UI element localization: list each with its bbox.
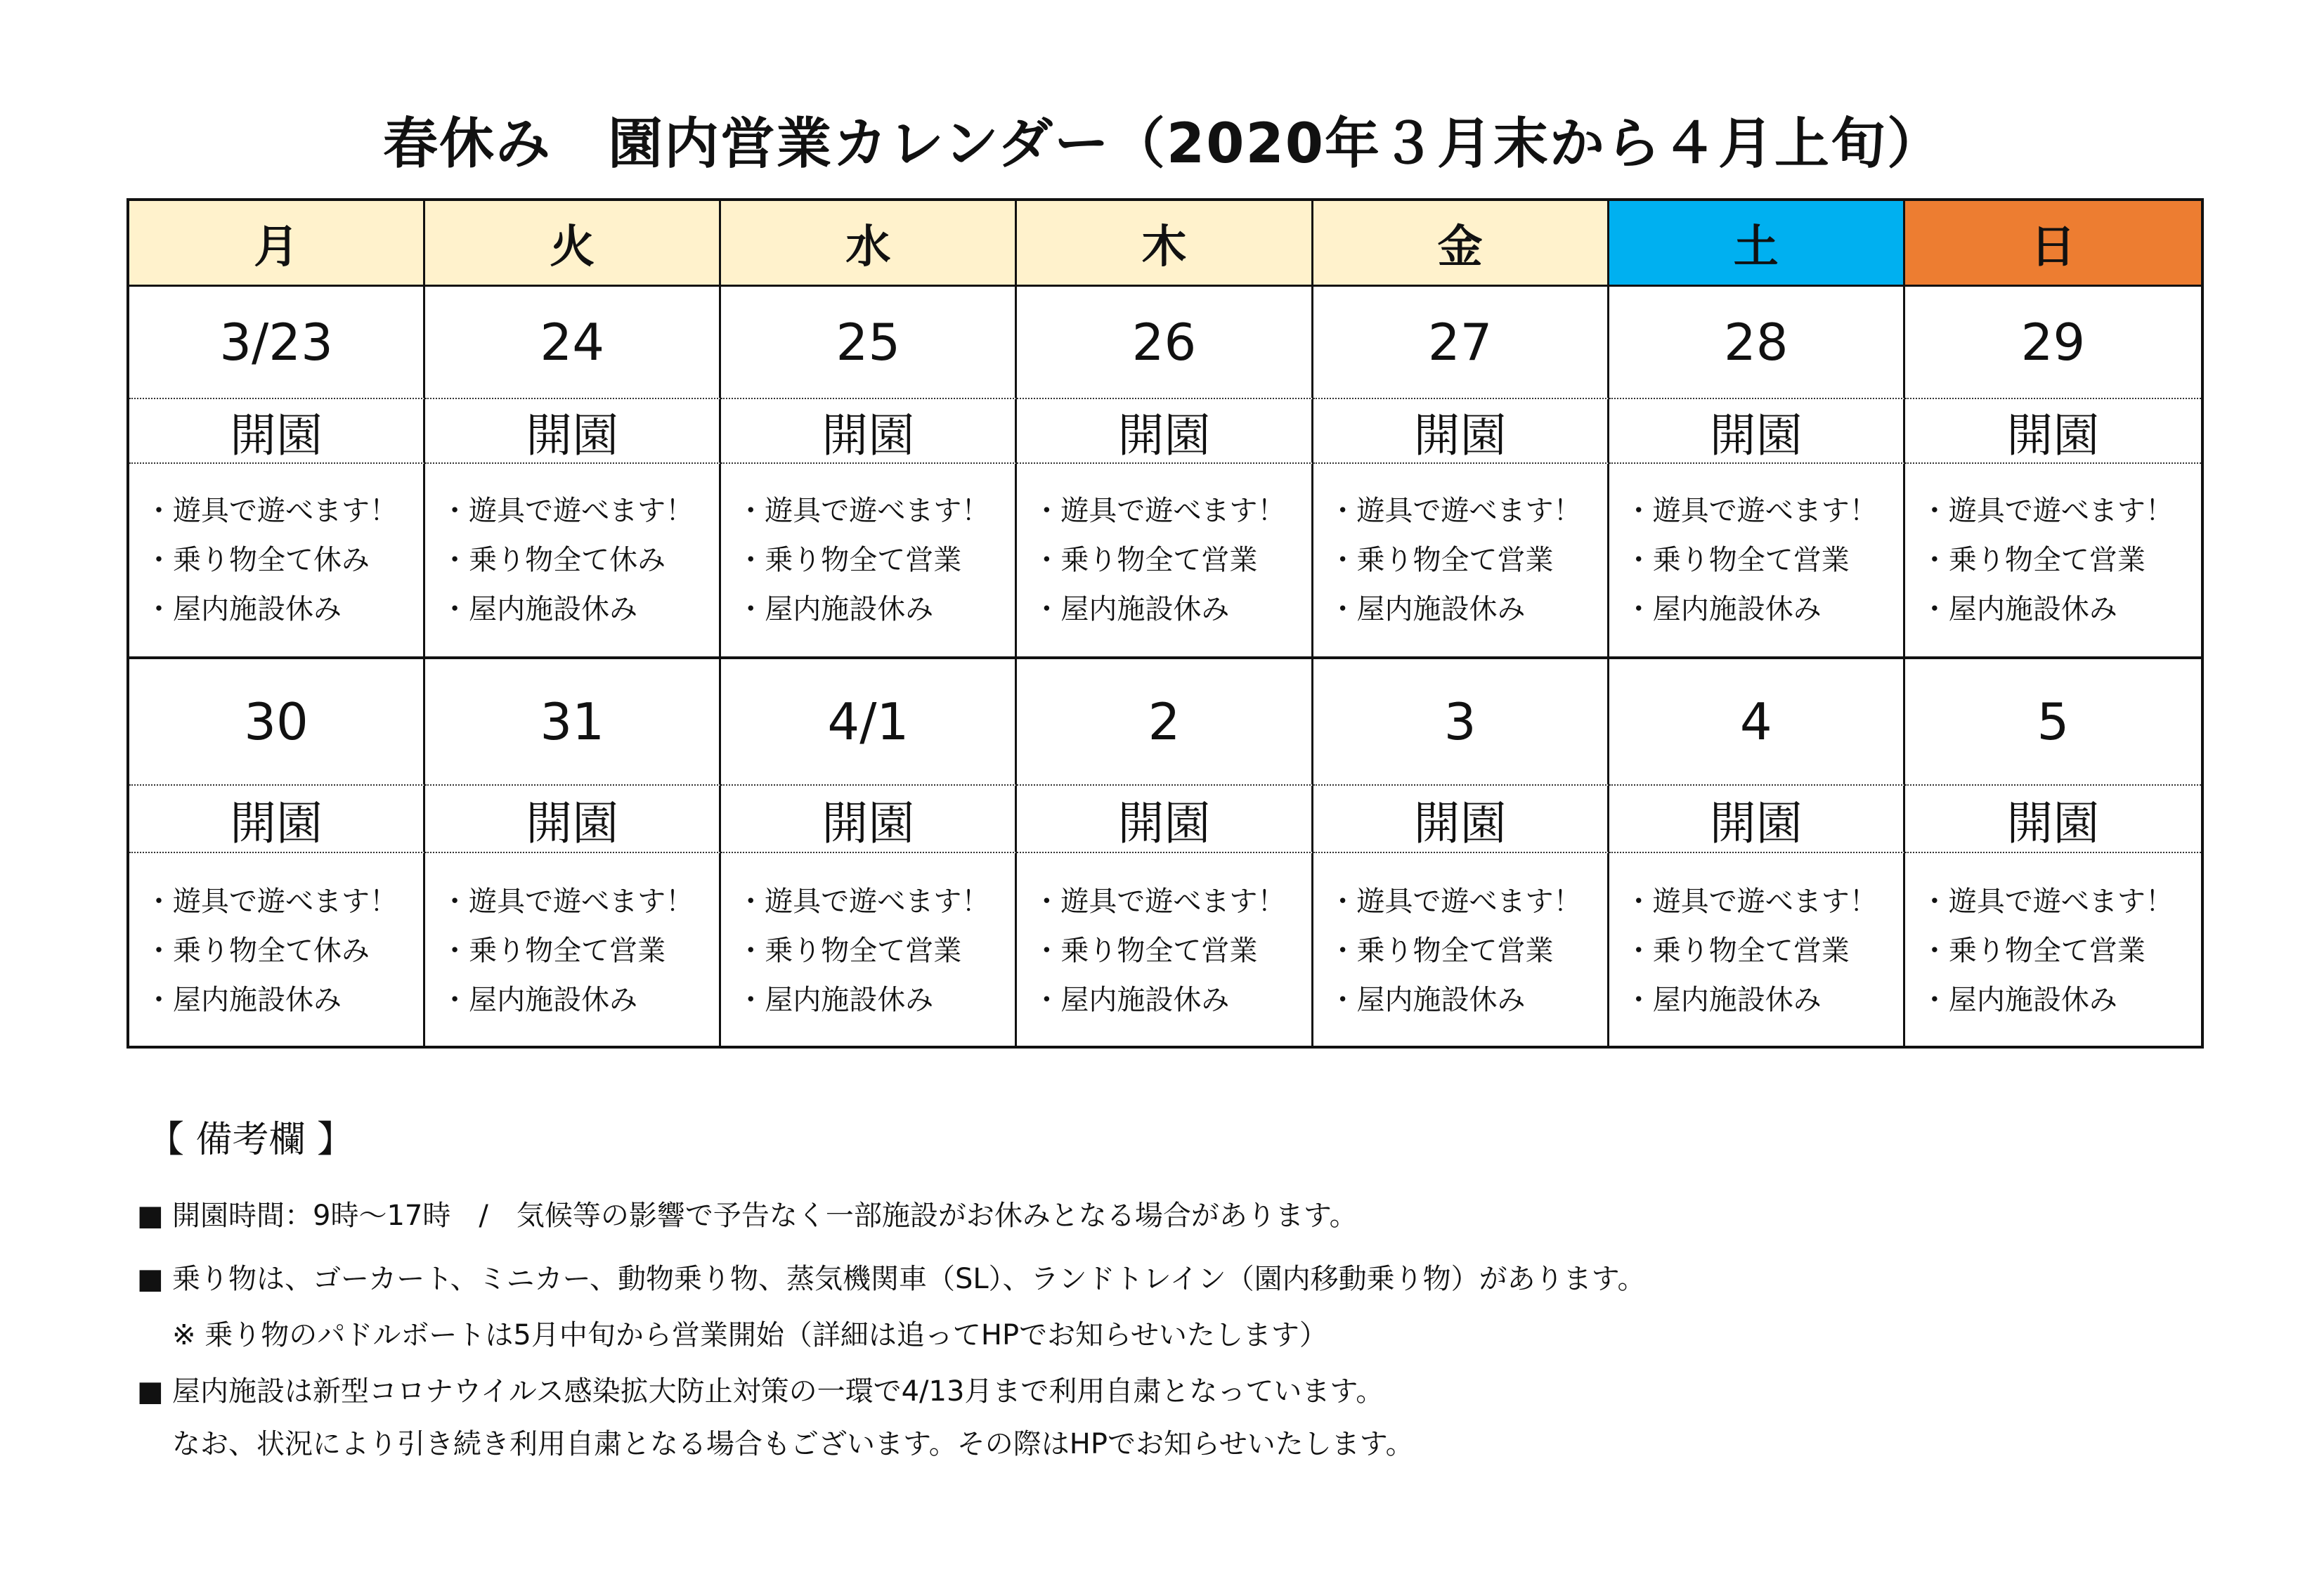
day-date: 3/23 [129,287,425,399]
day-note-line: ・遊具で遊べます！ [1624,495,1878,527]
day-note-line: ・屋内施設休み [441,593,638,625]
day-date: 4 [1609,659,1905,786]
day-date: 3 [1313,659,1609,786]
day-date: 27 [1313,287,1609,399]
day-date: 5 [1905,659,2201,786]
remark-rides-text: 乗り物は、ゴーカート、ミニカー、動物乗り物、蒸気機関車（SL）、ランドトレイン（園内移動乗り物）があります。 [172,1263,1646,1295]
remark-rides [137,1258,1645,1300]
day-note-line: ・乗り物全て営業 [1624,935,1850,967]
day-notes [425,853,721,1049]
day-date: 26 [1017,287,1313,399]
day-date: 25 [721,287,1017,399]
day-note-line: ・乗り物全て休み [441,544,666,576]
day-note-line: ・屋内施設休み [1032,593,1230,625]
day-note-line: ・乗り物全て休み [145,544,370,576]
weekday-header: 火 [425,201,721,287]
day-date: 30 [129,659,425,786]
day-notes [1313,853,1609,1049]
remark-indoor-note: なお、状況により引き続き利用自粛となる場合もございます。その際はHPでお知らせいたします。 [172,1428,1414,1460]
day-note-line: ・乗り物全て休み [145,935,370,967]
day-note-line: ・屋内施設休み [1032,984,1230,1016]
day-note-line: ・遊具で遊べます！ [736,495,990,527]
day-notes [1905,853,2201,1049]
remark-indoor [137,1370,1384,1413]
day-note-line: ・屋内施設休み [1328,593,1526,625]
weekday-header: 金 [1313,201,1609,287]
day-date: 28 [1609,287,1905,399]
day-note-line: ・遊具で遊べます！ [441,885,694,918]
day-note-line: ・遊具で遊べます！ [1032,885,1286,918]
day-date: 2 [1017,659,1313,786]
day-note-line: ・遊具で遊べます！ [1920,885,2174,918]
day-notes [1017,464,1313,659]
day-note-line: ・屋内施設休み [736,593,934,625]
day-note-line: ・遊具で遊べます！ [1328,885,1582,918]
day-date: 31 [425,659,721,786]
weekday-header: 木 [1017,201,1313,287]
day-note-line: ・屋内施設休み [145,984,342,1016]
day-note-line: ・屋内施設休み [441,984,638,1016]
day-note-line: ・乗り物全て営業 [1624,544,1850,576]
day-note-line: ・乗り物全て営業 [1032,935,1258,967]
day-note-line: ・屋内施設休み [736,984,934,1016]
day-notes [721,853,1017,1049]
day-note-line: ・屋内施設休み [145,593,342,625]
day-status: 開園 [425,786,721,853]
day-note-line: ・乗り物全て営業 [1920,935,2146,967]
remark-hours-text: 開園時間：9時〜17時 / 気候等の影響で予告なく一部施設がお休みとなる場合があります。 [172,1200,1358,1232]
remark-indoor-text: 屋内施設は新型コロナウイルス感染拡大防止対策の一環で4/13月まで利用自粛となっています。 [172,1375,1384,1408]
day-note-line: ・屋内施設休み [1328,984,1526,1016]
day-date: 24 [425,287,721,399]
day-status: 開園 [1017,399,1313,464]
day-note-line: ・屋内施設休み [1920,593,2117,625]
day-note-line: ・遊具で遊べます！ [1032,495,1286,527]
day-note-line: ・屋内施設休み [1624,984,1822,1016]
day-notes [721,464,1017,659]
day-note-line: ・遊具で遊べます！ [145,885,398,918]
weekday-header: 土 [1609,201,1905,287]
day-note-line: ・遊具で遊べます！ [441,495,694,527]
day-notes [1609,853,1905,1049]
day-notes [1609,464,1905,659]
day-status: 開園 [129,786,425,853]
square-bullet-icon: ■ [137,1375,164,1408]
day-notes [1905,464,2201,659]
square-bullet-icon: ■ [137,1200,164,1232]
day-status: 開園 [1905,399,2201,464]
day-notes [129,464,425,659]
day-status: 開園 [1609,399,1905,464]
day-note-line: ・遊具で遊べます！ [145,495,398,527]
day-notes [425,464,721,659]
day-note-line: ・遊具で遊べます！ [1624,885,1878,918]
day-status: 開園 [721,399,1017,464]
day-status: 開園 [1905,786,2201,853]
remarks-heading: 【 備考欄 】 [148,1119,354,1161]
day-note-line: ・遊具で遊べます！ [1920,495,2174,527]
remark-hours [137,1195,1358,1237]
day-note-line: ・乗り物全て営業 [1328,544,1554,576]
day-notes [129,853,425,1049]
day-note-line: ・乗り物全て営業 [736,935,962,967]
day-note-line: ・乗り物全て営業 [441,935,666,967]
day-note-line: ・屋内施設休み [1624,593,1822,625]
page-title: 春休み 園内営業カレンダー（2020年３月末から４月上旬） [382,112,1944,176]
day-notes [1313,464,1609,659]
day-note-line: ・屋内施設休み [1920,984,2117,1016]
day-status: 開園 [721,786,1017,853]
day-status: 開園 [1609,786,1905,853]
square-bullet-icon: ■ [137,1263,164,1295]
day-note-line: ・乗り物全て営業 [1032,544,1258,576]
weekday-header: 月 [129,201,425,287]
day-notes [1017,853,1313,1049]
day-status: 開園 [1017,786,1313,853]
day-note-line: ・遊具で遊べます！ [1328,495,1582,527]
day-note-line: ・遊具で遊べます！ [736,885,990,918]
day-note-line: ・乗り物全て営業 [1328,935,1554,967]
calendar-grid [126,198,2204,1049]
day-status: 開園 [1313,399,1609,464]
remark-rides-note: ※ 乗り物のパドルボートは5月中旬から営業開始（詳細は追ってHPでお知らせいたします） [172,1319,1327,1351]
day-date: 4/1 [721,659,1017,786]
day-status: 開園 [129,399,425,464]
day-status: 開園 [425,399,721,464]
day-note-line: ・乗り物全て営業 [736,544,962,576]
weekday-header: 水 [721,201,1017,287]
day-date: 29 [1905,287,2201,399]
weekday-header: 日 [1905,201,2201,287]
day-status: 開園 [1313,786,1609,853]
day-note-line: ・乗り物全て営業 [1920,544,2146,576]
